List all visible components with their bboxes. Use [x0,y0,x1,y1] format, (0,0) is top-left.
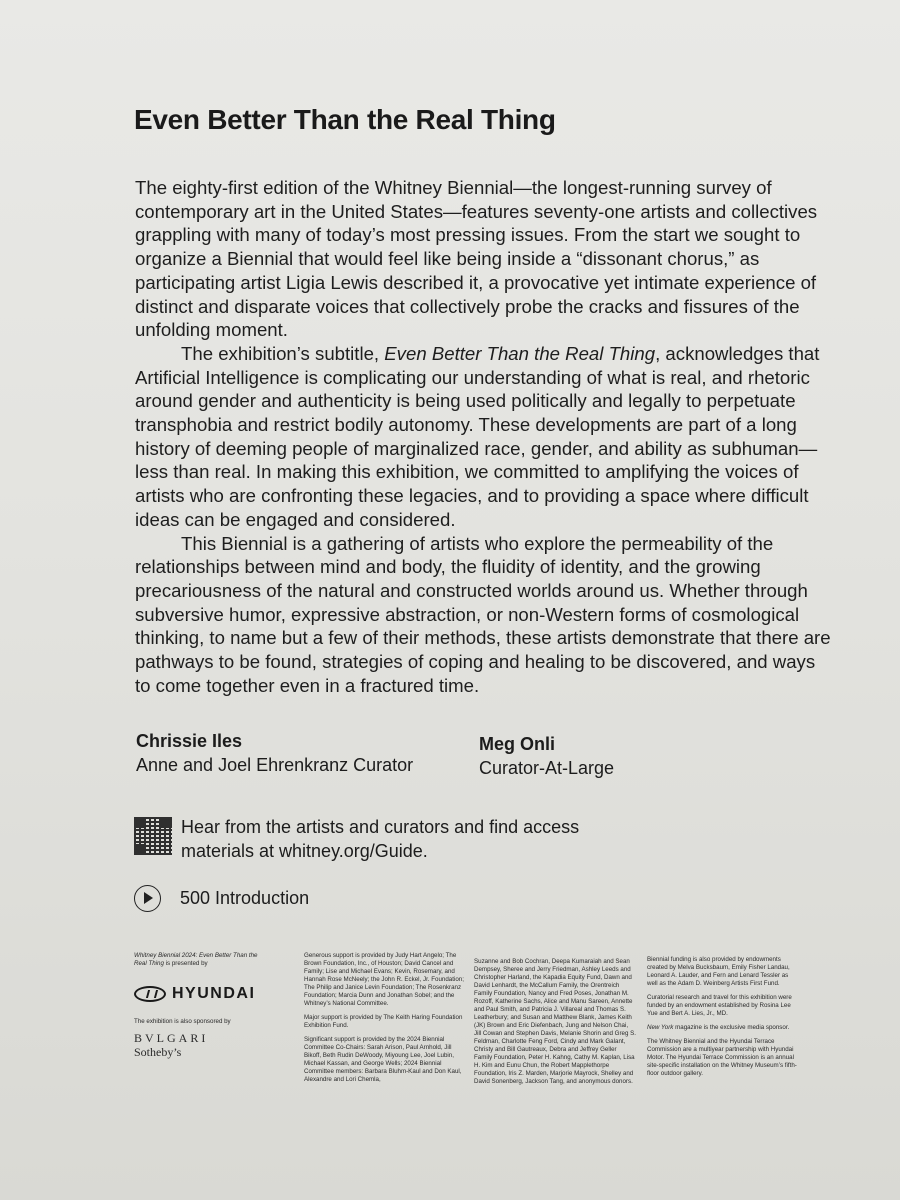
paragraph-2-lead: The exhibition’s subtitle, [181,342,385,364]
credit-paragraph: Curatorial research and travel for this exhibition were funded by an endowment established by Rosina Lee Yue and Bert A. Lies, Jr., MD. [647,994,792,1017]
credit-paragraph: Suzanne and Bob Cochran, Deepa Kumaraiah and Sean Dempsey, Sheree and Jerry Friedman, Ashley Leeds and Christopher Harland, the Kapadia Equity Fund, Dawn and David Lenhardt, the McCallum Family, the Orentreich Family Foundation, Nancy and Fred Poses, Jonathan M. Rozoff, Katherine Sachs, Alice and Manu Sareen, Annette and Paul Smith, and Patricia J. Villareal and Thomas S. Leatherbury; and Susan and Matthew Blank, James Keith (JK) Brown and Eric Diefenbach, Jung and Nelson Chai, Jill Cowan and Stephen Davis, Melanie Shorin and Greg S. Feldman, Charlotte Feng Ford, Cindy and Mark Galant, Christy and Bill Gautreaux, Debra and Jeffrey Geller Family Foundation, Peter H. Kahng, Cathy M. Kaplan, Lisa H. Kim and Eunu Chun, the Robert Mapplethorpe Foundation, Iris Z. Marden, Marjorie Mayrock, Shelley and David Sonenberg, Jackson Tang, and anonymous donors. [474,958,636,1085]
credits-column-1 [304,952,464,1090]
paragraph-1: The eighty-first edition of the Whitney Biennial—the longest-running survey of contemporary art in the United States—features seventy-one artists and collectives grappling with many of today’s most pressing issues. From the start we sought to organize a Biennial that would feel like being inside a “dissonant chorus,” as participating artist Ligia Lewis described it, a provocative yet intimate experience of distinct and disparate voices that collectively probe the cracks and fissures of the unfolding moment. [135,177,818,341]
intro-text [135,176,835,697]
credits-column-2 [474,958,636,1092]
curator-role: Anne and Joel Ehrenkranz Curator [136,755,414,775]
credit-paragraph: Major support is provided by The Keith Haring Foundation Exhibition Fund. [304,1014,463,1029]
credit-paragraph: Significant support is provided by the 2024 Biennial Committee Co-Chairs: Sarah Arison, Paul Arnhold, Jill Bikoff, Beth Rudin DeWoody, Miyoung Lee, Joel Lubin, Michael Kassan, and George Wells; 2024 Biennial Committee members: Barbara Bluhm-Kaul and Don Kaul, Alexandre and Lori Chemla, [304,1036,462,1083]
exhibition-subtitle: Even Better Than the Real Thing [384,342,656,364]
bvlgari-logo: BVLGARI [134,1031,209,1045]
sponsor-column [134,952,264,1059]
curator-name: Meg Onli [479,734,555,754]
media-sponsor-name: New York [647,1024,674,1031]
curator-1 [136,729,413,777]
media-sponsor-text [647,1024,797,1032]
audio-stop-label: 500 Introduction [180,888,310,908]
hyundai-logo [134,986,264,1002]
credit-paragraph: Biennial funding is also provided by endowments created by Melva Bucksbaum, Emily Fisher Landau, Leonard A. Lauder, and Fern and Lenard Tessler as well as the Adam D. Weinberg Artists First Fund. [647,956,790,987]
credits-column-3 [647,956,797,1084]
guide-text: Hear from the artists and curators and find access materials at whitney.org/Guide. [181,817,580,861]
curator-2 [479,732,614,780]
curator-name: Chrissie Iles [136,731,243,751]
presented-by-text [134,952,264,968]
sothebys-logo: Sotheby’s [134,1045,182,1059]
play-icon [134,885,161,912]
paragraph-2-rest: , acknowledges that Artificial Intelligence is complicating our understanding of what is real, and rhetoric around gender and authenticity is being used politically and legally to perpetuate transphobia and restrict bodily autonomy. These developments are part of a long history of deeming people of marginalized race, gender, and ability as subhuman—less than real. In making this exhibition, we committed to amplifying the voices of artists who are confronting these legacies, and to providing a space where difficult ideas can be engaged and considered. [135,342,820,530]
media-sponsor-rest: magazine is the exclusive media sponsor. [673,1024,790,1031]
qr-code-icon[interactable] [134,817,172,855]
page-title: Even Better Than the Real Thing [134,104,556,135]
credit-paragraph: The Whitney Biennial and the Hyundai Terrace Commission are a multiyear partnership with Hyundai Motor. The Hyundai Terrace Commission is an annual site-specific installation on the Whitney Museum’s fifth-floor outdoor gallery. [647,1038,797,1077]
presented-by-label: is presented by [163,960,208,967]
exhibition-title-credit: Whitney Biennial 2024: Even Better Than the Real Thing [134,952,258,967]
also-sponsored-text: The exhibition is also sponsored by [134,1018,231,1025]
hyundai-icon [134,986,166,1002]
paragraph-3: This Biennial is a gathering of artists who explore the permeability of the relationships between mind and body, the fluidity of identity, and the growing precariousness of the natural and constructed worlds around us. Whether through subversive humor, expressive abstraction, or non-Western forms of cosmological thinking, to name but a few of their methods, these artists demonstrate that there are pathways to be found, strategies of coping and healing to be discovered, and ways to come together even in a fractured time. [135,532,831,696]
curator-role: Curator-At-Large [479,758,615,778]
paragraph-2 [135,342,835,532]
hyundai-wordmark: HYUNDAI [172,985,256,1002]
credit-paragraph: Generous support is provided by Judy Hart Angelo; The Brown Foundation, Inc., of Houston; David Cancel and Family; Lise and Michael Evans; Kevin, Rosemary, and Hannah Rose McNeely; the John R. Eckel, Jr. Foundation; The Philip and Janice Levin Foundation; The Rosenkranz Foundation; Marcia Dunn and Jonathan Sobel; and the Whitney’s National Committee. [304,952,464,1007]
